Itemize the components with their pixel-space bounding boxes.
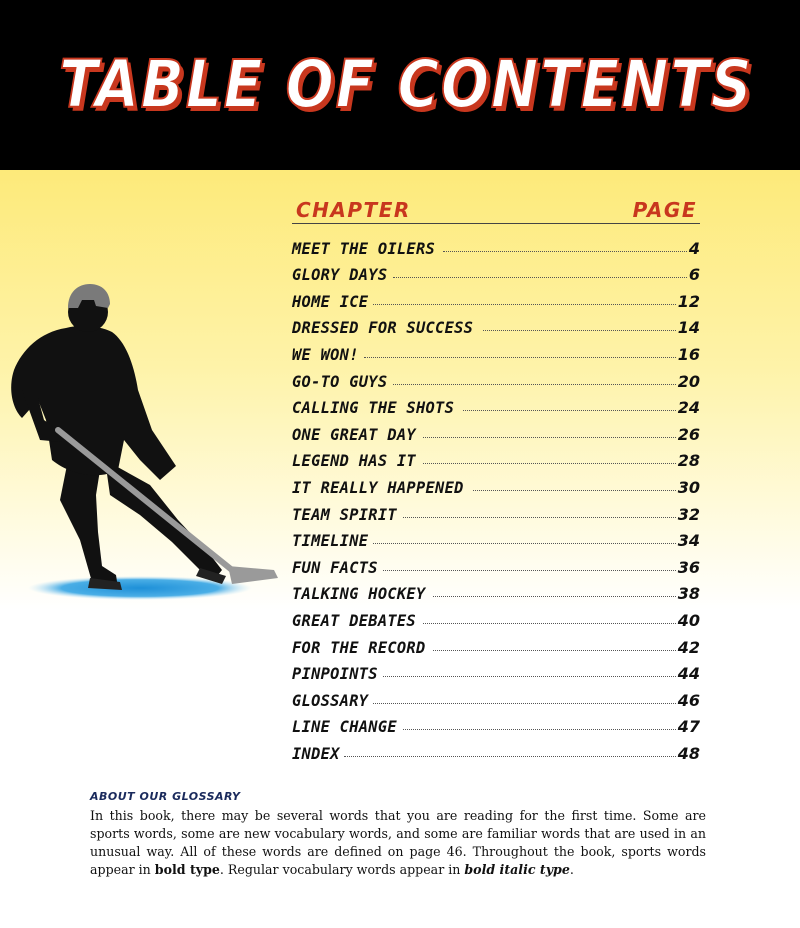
dot-leader xyxy=(443,250,687,252)
toc-entry[interactable] xyxy=(292,391,700,418)
dot-leader xyxy=(373,542,675,544)
toc-entry-title: WE WON! xyxy=(292,344,359,364)
toc-entry-page: 48 xyxy=(677,743,700,763)
glossary-note-title: ABOUT OUR GLOSSARY xyxy=(90,790,241,803)
toc-entry[interactable] xyxy=(292,657,700,684)
toc-entry-page: 20 xyxy=(677,371,700,391)
toc-entry-page: 40 xyxy=(677,610,700,630)
toc-entry-title: CALLING THE SHOTS xyxy=(292,398,455,418)
toc-entry-page: 42 xyxy=(677,637,700,657)
toc-entry-page: 36 xyxy=(677,557,700,577)
dot-leader xyxy=(383,675,675,677)
page-title: TABLE OF CONTENTS xyxy=(59,46,754,123)
toc-entry-title: GREAT DEBATES xyxy=(292,610,416,630)
toc-entry-title: DRESSED FOR SUCCESS xyxy=(292,318,474,338)
toc-entry-title: GO-TO GUYS xyxy=(292,371,388,391)
toc-entry-title: ONE GREAT DAY xyxy=(292,424,416,444)
dot-leader xyxy=(463,409,676,411)
dot-leader xyxy=(393,383,675,385)
toc-entry-page: 14 xyxy=(677,318,700,338)
glossary-text-part: . xyxy=(569,862,574,877)
toc-entry-page: 26 xyxy=(677,424,700,444)
dot-leader xyxy=(483,329,676,331)
toc-entry-title: TALKING HOCKEY xyxy=(292,584,426,604)
toc-entry-page: 30 xyxy=(677,477,700,497)
toc-entry-title: TIMELINE xyxy=(292,531,369,551)
toc-entry-title: IT REALLY HAPPENED xyxy=(292,477,464,497)
toc-entry-page: 44 xyxy=(677,664,700,684)
toc-entry-title: HOME ICE xyxy=(292,291,369,311)
toc-entry[interactable] xyxy=(292,550,700,577)
toc-entry-page: 16 xyxy=(677,344,700,364)
toc-entry[interactable] xyxy=(292,231,700,258)
toc-entry[interactable] xyxy=(292,311,700,338)
dot-leader xyxy=(403,728,675,730)
toc-entry-page: 4 xyxy=(688,238,700,258)
toc-entry-page: 24 xyxy=(677,398,700,418)
toc-entry[interactable] xyxy=(292,470,700,497)
toc-entry-page: 12 xyxy=(677,291,700,311)
toc-entry-page: 46 xyxy=(677,690,700,710)
dot-leader xyxy=(344,755,676,757)
toc-entry[interactable] xyxy=(292,258,700,285)
toc-entry-title: LEGEND HAS IT xyxy=(292,451,416,471)
dot-leader xyxy=(423,622,676,624)
table-of-contents xyxy=(292,196,700,763)
toc-entry[interactable] xyxy=(292,284,700,311)
dot-leader xyxy=(433,595,676,597)
stick-blade xyxy=(228,566,278,584)
toc-entry-title: GLOSSARY xyxy=(292,690,369,710)
dot-leader xyxy=(433,649,676,651)
dot-leader xyxy=(423,436,676,438)
toc-entry-page: 38 xyxy=(677,584,700,604)
toc-entry-page: 28 xyxy=(677,451,700,471)
toc-entry-title: GLORY DAYS xyxy=(292,265,388,285)
dot-leader xyxy=(423,462,676,464)
glossary-note-text xyxy=(90,807,706,879)
toc-entry[interactable] xyxy=(292,417,700,444)
glossary-text-part: . Regular vocabulary words appear in xyxy=(219,862,465,877)
toc-entry-title: MEET THE OILERS xyxy=(292,238,436,258)
toc-entry[interactable] xyxy=(292,364,700,391)
toc-entry[interactable] xyxy=(292,603,700,630)
toc-entry-page: 6 xyxy=(688,265,700,285)
toc-entry-title: LINE CHANGE xyxy=(292,717,397,737)
dot-leader xyxy=(373,702,675,704)
page-column-label: PAGE xyxy=(632,198,697,222)
dot-leader xyxy=(393,276,687,278)
toc-entry[interactable] xyxy=(292,444,700,471)
dot-leader xyxy=(364,356,676,358)
toc-entry[interactable] xyxy=(292,736,700,763)
glossary-note xyxy=(90,790,706,879)
bold-type-phrase: bold type xyxy=(154,862,220,877)
toc-entry-page: 32 xyxy=(677,504,700,524)
glossary-text-part: In this book, there may be several words that you are reading for the first time. Some are sports words, some are new vocabulary words, and some are familiar words that are used in an unusual way. All of these words are defined on page 46. Throughout the book, sports words appear in xyxy=(90,808,706,877)
toc-entry[interactable] xyxy=(292,710,700,737)
toc-header xyxy=(292,196,700,224)
bold-italic-type-phrase: bold italic type xyxy=(464,862,570,877)
toc-entry[interactable] xyxy=(292,683,700,710)
header-band xyxy=(0,0,800,170)
toc-entry-title: INDEX xyxy=(292,743,340,763)
toc-entry-title: FOR THE RECORD xyxy=(292,637,426,657)
hockey-player-silhouette-icon xyxy=(0,270,290,610)
dot-leader xyxy=(473,489,676,491)
chapter-column-label: CHAPTER xyxy=(296,198,411,222)
toc-entry-page: 47 xyxy=(677,717,700,737)
toc-entry[interactable] xyxy=(292,497,700,524)
toc-entry[interactable] xyxy=(292,524,700,551)
dot-leader xyxy=(403,516,675,518)
toc-entry[interactable] xyxy=(292,577,700,604)
front-leg xyxy=(105,460,222,580)
toc-entry-page: 34 xyxy=(677,531,700,551)
toc-entry[interactable] xyxy=(292,337,700,364)
toc-list xyxy=(292,231,700,763)
toc-entry[interactable] xyxy=(292,630,700,657)
dot-leader xyxy=(383,569,675,571)
toc-entry-title: PINPOINTS xyxy=(292,664,378,684)
toc-entry-title: TEAM SPIRIT xyxy=(292,504,397,524)
dot-leader xyxy=(373,303,675,305)
toc-entry-title: FUN FACTS xyxy=(292,557,378,577)
